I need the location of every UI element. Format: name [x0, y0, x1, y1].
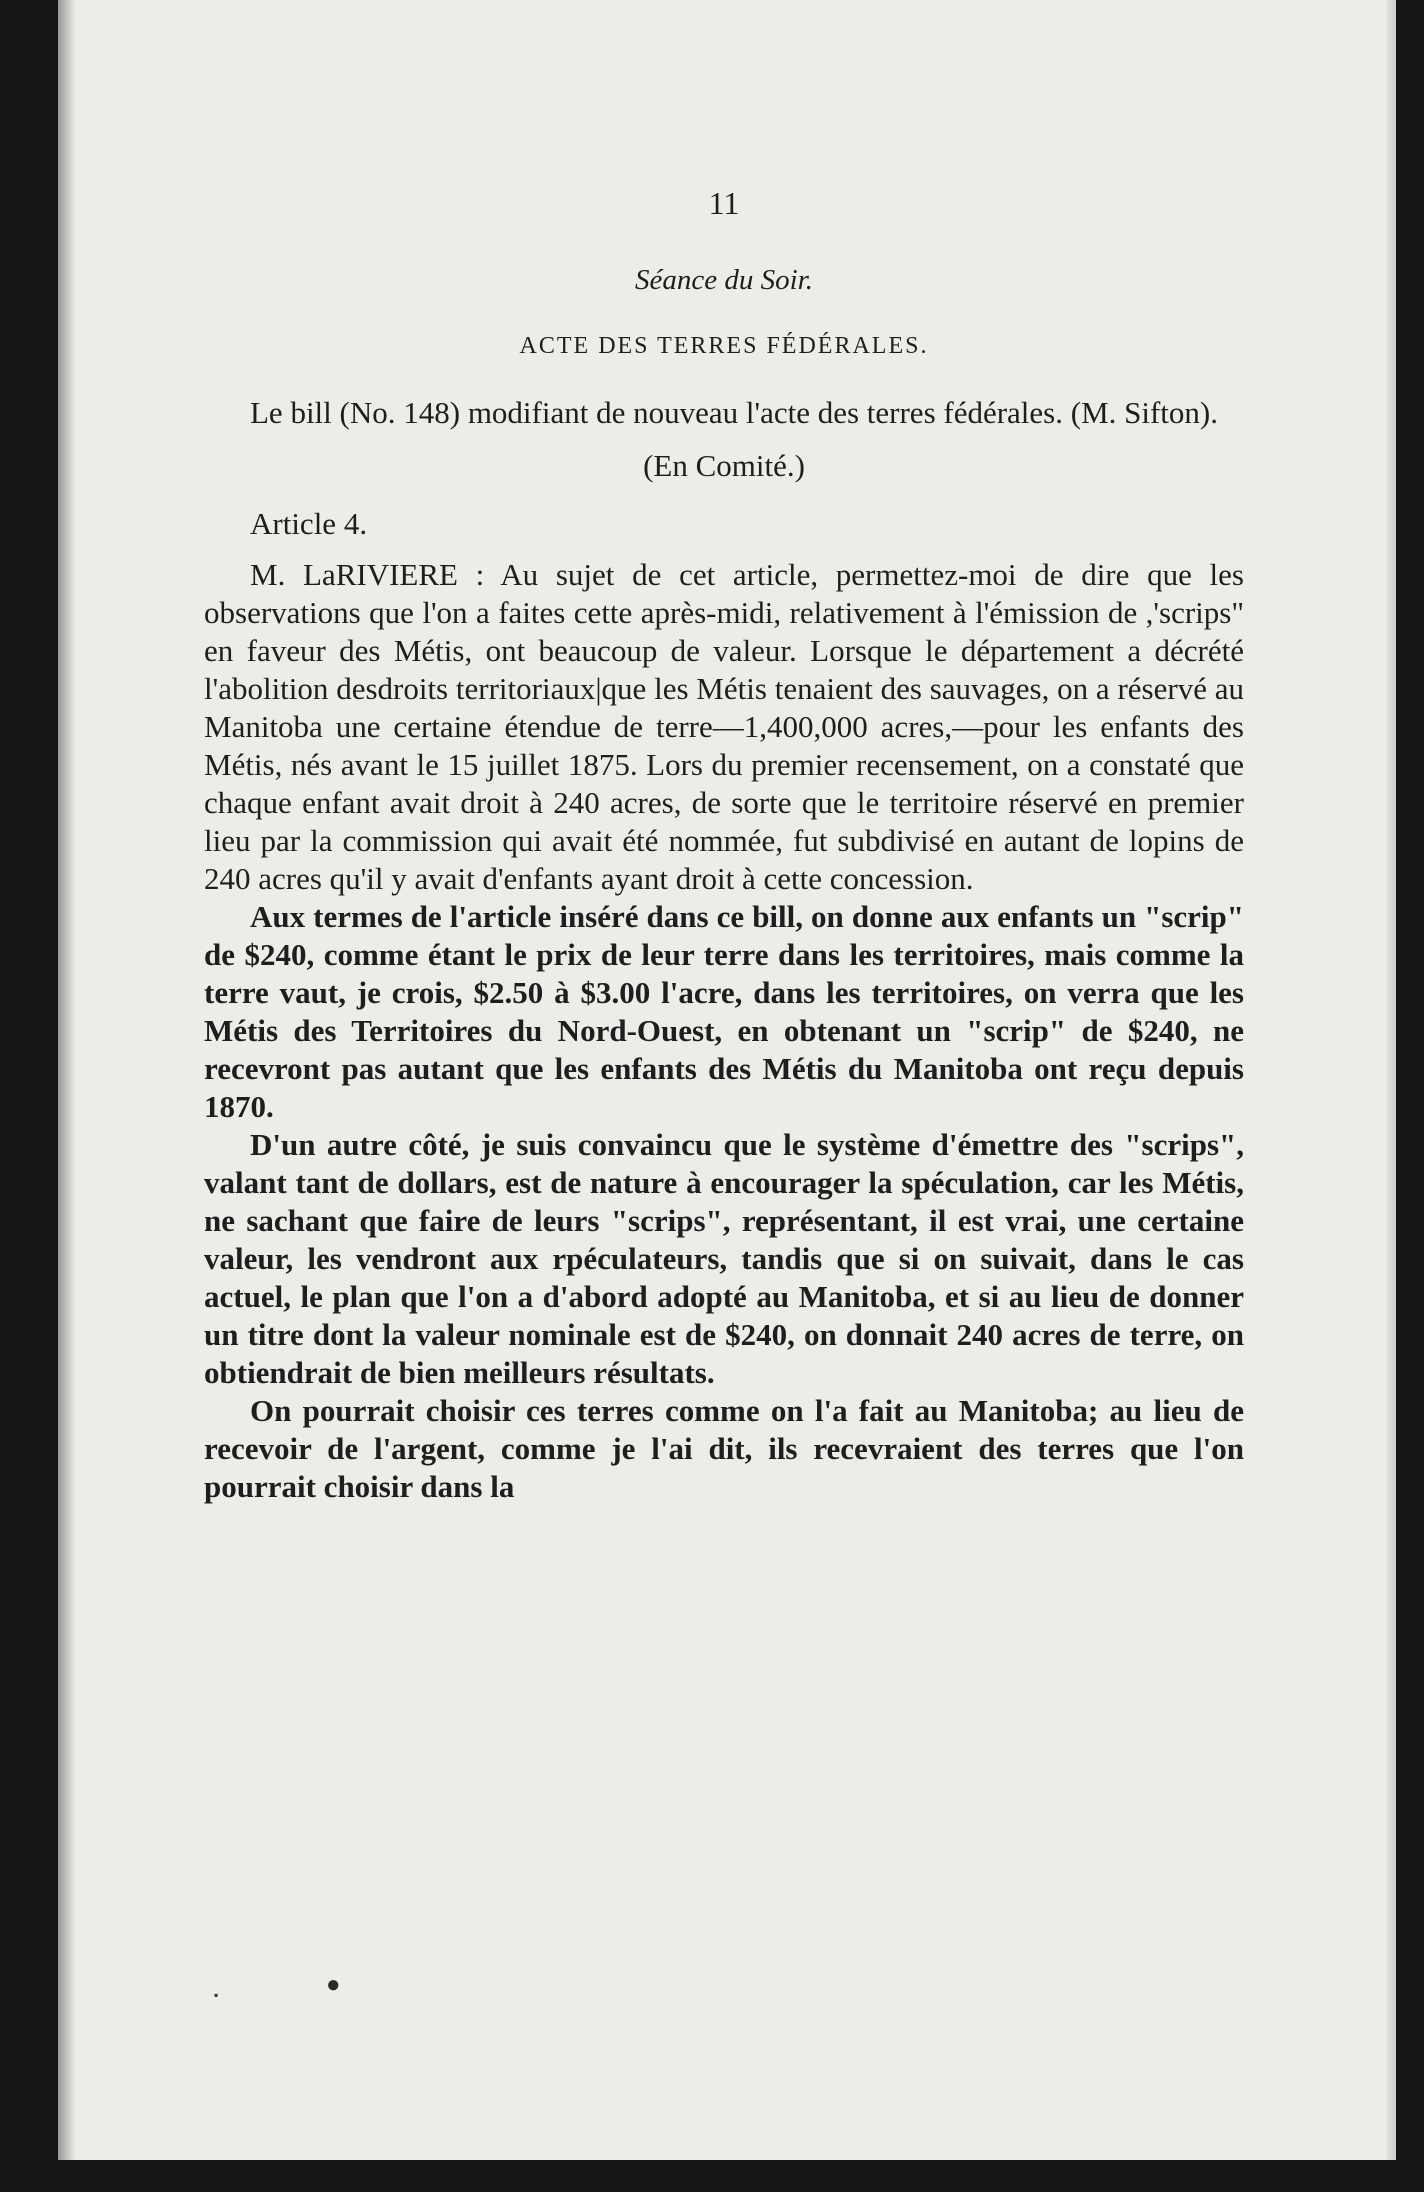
document-page	[58, 0, 1396, 2160]
speech-paragraph-1	[204, 556, 1244, 898]
ink-speck: ●	[326, 1972, 341, 1998]
section-title: ACTE DES TERRES FÉDÉRALES.	[519, 333, 929, 359]
speech-paragraph-4: On pourrait choisir ces terres comme on l'a fait au Manitoba; au lieu de recevoir de l'argent, comme je l'ai dit, ils recevraient des terres que l'on pourrait choisir dans la	[204, 1393, 1244, 1504]
bill-intro: Le bill (No. 148) modifiant de nouveau l'acte des terres fédérales. (M. Sifton).	[250, 395, 1218, 430]
page-content	[204, 185, 1244, 1506]
committee-label: (En Comité.)	[643, 448, 805, 483]
speech-paragraph-2: Aux termes de l'article inséré dans ce bill, on donne aux enfants un "scrip" de $240, comme étant le prix de leur terre dans les territoires, mais comme la terre vaut, je crois, $2.50 à $3.00 l'acre, dans les territoires, on verra que les Métis des Territoires du Nord-Ouest, en obtenant un "scrip" de $240, ne recevront pas autant que les enfants des Métis du Manitoba ont reçu depuis 1870.	[204, 899, 1244, 1124]
binding-gutter	[58, 0, 76, 2160]
session-heading: Séance du Soir.	[635, 264, 813, 296]
ink-dot: ▪	[214, 1988, 219, 2002]
speech-paragraph-3: D'un autre côté, je suis convaincu que le système d'émettre des "scrips", valant tant de dollars, est de nature à encourager la spéculation, car les Métis, ne sachant que faire de leurs "scrips", représentant, il est vrai, une certaine valeur, les vendront aux rpéculateurs, tandis que si on suivait, dans le cas actuel, le plan que l'on a d'abord adopté au Manitoba, et si au lieu de donner un titre dont la valeur nominale est de $240, on donnait 240 acres de terre, on obtiendrait de bien meilleurs résultats.	[204, 1127, 1244, 1390]
page-edge	[1386, 0, 1396, 2160]
speech-text-1: Au sujet de cet article, permettez-moi de dire que les observations que l'on a faites cette après-midi, relativement à l'émission de ,'scrips" en faveur des Métis, ont beaucoup de valeur. Lorsque le département a décrété l'abolition desdroits territoriaux|que les Métis tenaient des sauvages, on a réservé au Manitoba une certaine étendue de terre—1,400,000 acres,—pour les enfants des Métis, nés avant le 15 juillet 1875. Lors du premier recensement, on a constaté que chaque enfant avait droit à 240 acres, de sorte que le territoire réservé en premier lieu par la commission qui avait été nommée, fut subdivisé en autant de lopins de 240 acres qu'il y avait d'enfants ayant droit à cette concession.	[204, 557, 1244, 896]
page-number: 11	[708, 185, 740, 221]
article-label: Article 4.	[250, 506, 368, 541]
speaker-name: M. LaRIVIERE :	[250, 557, 485, 592]
